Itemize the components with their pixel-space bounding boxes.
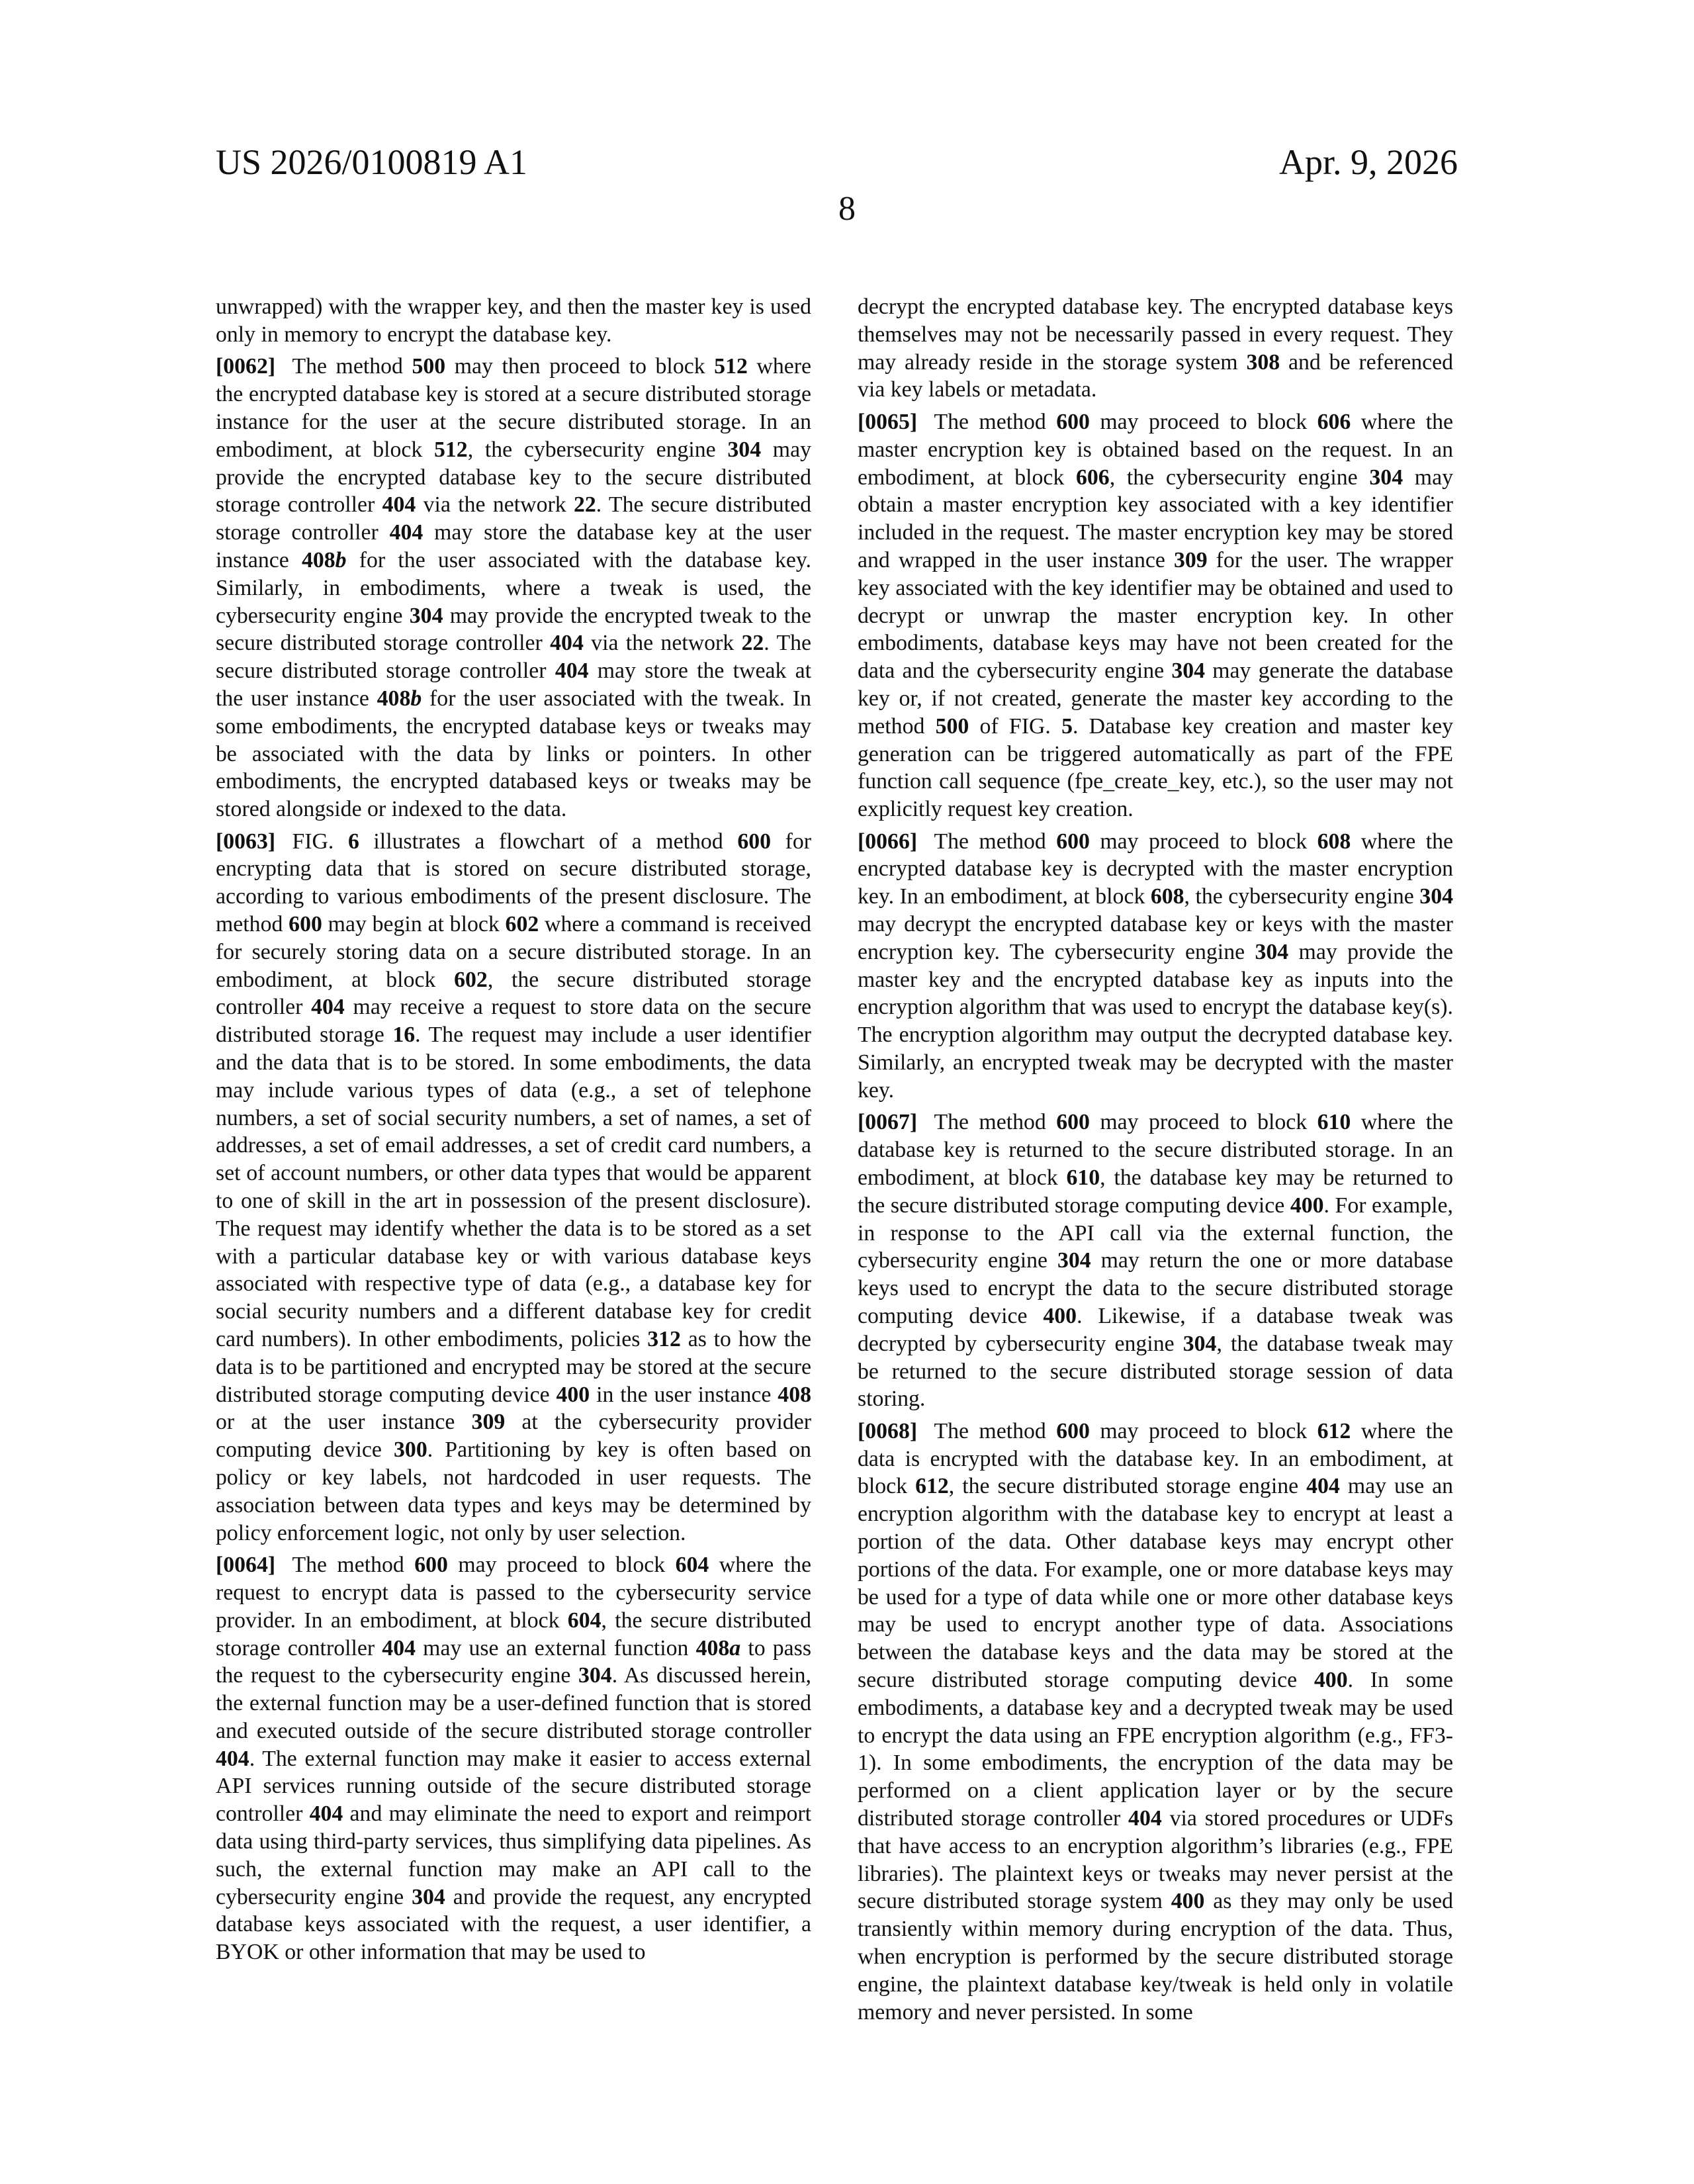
paragraph-text: decrypt the encrypted database key. The encrypted database keys themselves may not be necessarily passed in every request. They may already reside in the storage system 308 and be referenced via key labels or metadata. [858,295,1453,402]
paragraph-number: [0062] [216,354,276,379]
left-paragraph [216,1551,811,1966]
publication-date: Apr. 9, 2026 [1279,142,1458,182]
paragraph-text: The method 600 may proceed to block 606 where the master encryption key is obtained based on the request. In an embodiment, at block 606, the cybersecurity engine 304 may obtain a master encryption key associated with a key identifier included in the request. The master encryption key may be stored and wrapped in the user instance 309 for the user. The wrapper key associated with the key identifier may be obtained and used to decrypt or unwrap the master encryption key. In other embodiments, database keys may have not been created for the data and the cybersecurity engine 304 may generate the database key or, if not created, generate the master key according to the method 500 of FIG. 5. Database key creation and master key generation can be triggered automatically as part of the FPE function call sequence (fpe_create_key, etc.), so the user may not explicitly request key creation. [858,409,1454,822]
paragraph-text: The method 600 may proceed to block 612 where the data is encrypted with the database key. In an embodiment, at block 612, the secure distributed storage engine 404 may use an encryption algorithm with the database key to encrypt at least a portion of the data. Other database keys may encrypt other portions of the data. For example, one or more database keys may be used for a type of data while one or more other database keys may be used to encrypt another type of data. Associations between the database keys and the data may be stored at the secure distributed storage computing device 400. In some embodiments, a database key and a decrypted tweak may be used to encrypt the data using an FPE encryption algorithm (e.g., FF3-1). In some embodiments, the encryption of the data may be performed on a client application layer or by the secure distributed storage controller 404 via stored procedures or UDFs that have access to an encryption algorithm’s libraries (e.g., FPE libraries). The plaintext keys or tweaks may never persist at the secure distributed storage system 400 as they may only be used transiently within memory during encryption of the data. Thus, when encryption is performed by the secure distributed storage engine, the plaintext database key/tweak is held only in volatile memory and never persisted. In some [858,1418,1454,2025]
left-paragraph [216,353,811,823]
paragraph-text: The method 600 may proceed to block 610 where the database key is returned to the secure distributed storage. In an embodiment, at block 610, the database key may be returned to the secure distributed storage computing device 400. For example, in response to the API call via the external function, the cybersecurity engine 304 may return the one or more database keys used to encrypt the data to the secure distributed storage computing device 400. Likewise, if a database tweak was decrypted by cybersecurity engine 304, the database tweak may be returned to the secure distributed storage session of data storing. [858,1110,1454,1412]
page-number: 8 [838,190,856,228]
left-column [216,293,811,1971]
right-column [858,293,1453,2030]
paragraph-text: FIG. 6 illustrates a flowchart of a method 600 for encrypting data that is stored on secure distributed storage, according to various embodiments of the present disclosure. The method 600 may begin at block 602 where a command is received for securely storing data on a secure distributed storage. In an embodiment, at block 602, the secure distributed storage controller 404 may receive a request to store data on the secure distributed storage 16. The request may include a user identifier and the data that is to be stored. In some embodiments, the data may include various types of data (e.g., a set of telephone numbers, a set of social security numbers, a set of names, a set of addresses, a set of email addresses, a set of credit card numbers, a set of account numbers, or other data types that would be apparent to one of skill in the art in possession of the present disclosure). The request may identify whether the data is to be stored as a set with a particular database key or with various database keys associated with respective type of data (e.g., a database key for social security numbers and a different database key for credit card numbers). In other embodiments, policies 312 as to how the data is to be partitioned and encrypted may be stored at the secure distributed storage computing device 400 in the user instance 408 or at the user instance 309 at the cybersecurity provider computing device 300. Partitioning by key is often based on policy or key labels, not hardcoded in user requests. The association between data types and keys may be determined by policy enforcement logic, not only by user selection. [216,829,812,1545]
paragraph-number: [0066] [858,829,918,854]
right-paragraph [858,1109,1453,1413]
right-paragraph [858,293,1453,404]
left-paragraph [216,828,811,1547]
right-paragraph [858,408,1453,823]
paragraph-number: [0063] [216,829,276,854]
paragraph-text: The method 600 may proceed to block 604 where the request to encrypt data is passed to the cybersecurity service provider. In an embodiment, at block 604, the secure distributed storage controller 404 may use an external function 408a to pass the request to the cybersecurity engine 304. As discussed herein, the external function may be a user-defined function that is stored and executed outside of the secure distributed storage controller 404. The external function may make it easier to access external API services running outside of the secure distributed storage controller 404 and may eliminate the need to export and reimport data using third-party services, thus simplifying data pipelines. As such, the external function may make an API call to the cybersecurity engine 304 and provide the request, any encrypted database keys associated with the request, a user identifier, a BYOK or other information that may be used to [216,1553,812,1965]
right-paragraph [858,1418,1453,2026]
paragraph-text: unwrapped) with the wrapper key, and then the master key is used only in memory to encrypt the database key. [216,295,811,347]
paragraph-text: The method 600 may proceed to block 608 where the encrypted database key is decrypted with the master encryption key. In an embodiment, at block 608, the cybersecurity engine 304 may decrypt the encrypted database key or keys with the master encryption key. The cybersecurity engine 304 may provide the master key and the encrypted database key as inputs into the encryption algorithm that was used to encrypt the database key(s). The encryption algorithm may output the decrypted database key. Similarly, an encrypted tweak may be decrypted with the master key. [858,829,1454,1103]
publication-number: US 2026/0100819 A1 [216,142,528,182]
paragraph-text: The method 500 may then proceed to block 512 where the encrypted database key is stored at a secure distributed storage instance for the user at the secure distributed storage. In an embodiment, at block 512, the cybersecurity engine 304 may provide the encrypted database key to the secure distributed storage controller 404 via the network 22. The secure distributed storage controller 404 may store the database key at the user instance 408b for the user associated with the database key. Similarly, in embodiments, where a tweak is used, the cybersecurity engine 304 may provide the encrypted tweak to the secure distributed storage controller 404 via the network 22. The secure distributed storage controller 404 may store the tweak at the user instance 408b for the user associated with the tweak. In some embodiments, the encrypted database keys or tweaks may be associated with the data by links or pointers. In other embodiments, the encrypted databased keys or tweaks may be stored alongside or indexed to the data. [216,354,812,822]
paragraph-number: [0064] [216,1553,276,1578]
paragraph-number: [0065] [858,409,918,434]
paragraph-number: [0067] [858,1110,918,1135]
right-paragraph [858,828,1453,1105]
paragraph-number: [0068] [858,1418,918,1443]
left-paragraph [216,293,811,349]
